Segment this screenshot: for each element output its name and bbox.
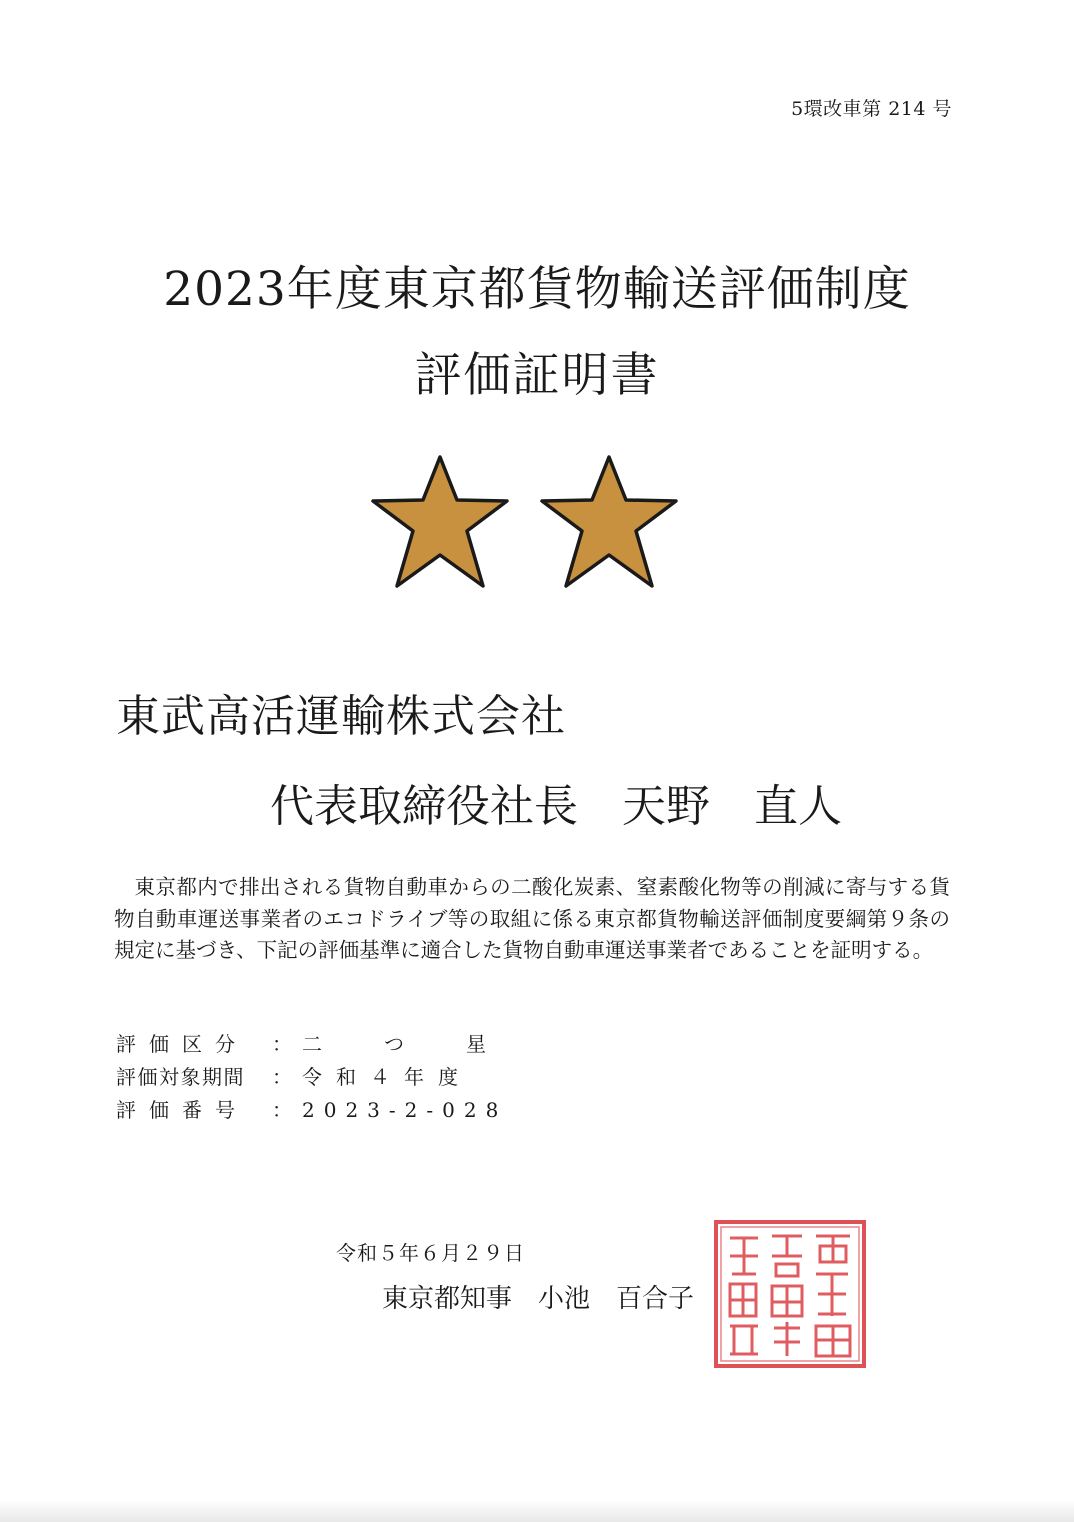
- info-row-period: [116, 1061, 548, 1094]
- info-colon: ：: [272, 1098, 292, 1122]
- evaluation-info: [116, 1028, 548, 1127]
- info-value: 2023-2-028: [302, 1098, 508, 1122]
- info-label: 評価区分: [116, 1032, 248, 1056]
- signer-name: 東京都知事 小池 百合子: [382, 1284, 695, 1314]
- certificate-body: 東京都内で排出される貨物自動車からの二酸化炭素、窒素酸化物等の削減に寄与する貨物自動車運送事業者のエコドライブ等の取組に係る東京都貨物輸送評価制度要綱第９条の規定に基づき、下記の評価基準に適合した貨物自動車運送事業者であることを証明する。: [114, 875, 950, 962]
- star-icon: [373, 457, 507, 586]
- info-colon: ：: [272, 1065, 292, 1089]
- info-row-category: [116, 1028, 548, 1061]
- certificate-title: 2023年度東京都貨物輸送評価制度: [163, 262, 911, 317]
- info-row-number: [116, 1094, 548, 1127]
- star-icon: [542, 457, 676, 586]
- info-label: 評価対象期間: [116, 1065, 245, 1089]
- issue-date: 令和５年６月２９日: [336, 1241, 525, 1265]
- company-name: 東武高活運輸株式会社: [116, 691, 566, 742]
- star-rating: [364, 452, 688, 592]
- info-colon: ：: [272, 1032, 292, 1056]
- official-seal-icon: [712, 1218, 868, 1370]
- scan-edge: [0, 1500, 1074, 1522]
- info-value: 令和４年度: [302, 1065, 472, 1089]
- document-number: 5環改車第 214 号: [791, 98, 952, 120]
- certificate-subtitle: 評価証明書: [414, 348, 660, 403]
- info-label: 評価番号: [116, 1098, 248, 1122]
- representative-name: 代表取締役社長 天野 直人: [270, 781, 842, 832]
- info-value: 二つ星: [302, 1032, 548, 1056]
